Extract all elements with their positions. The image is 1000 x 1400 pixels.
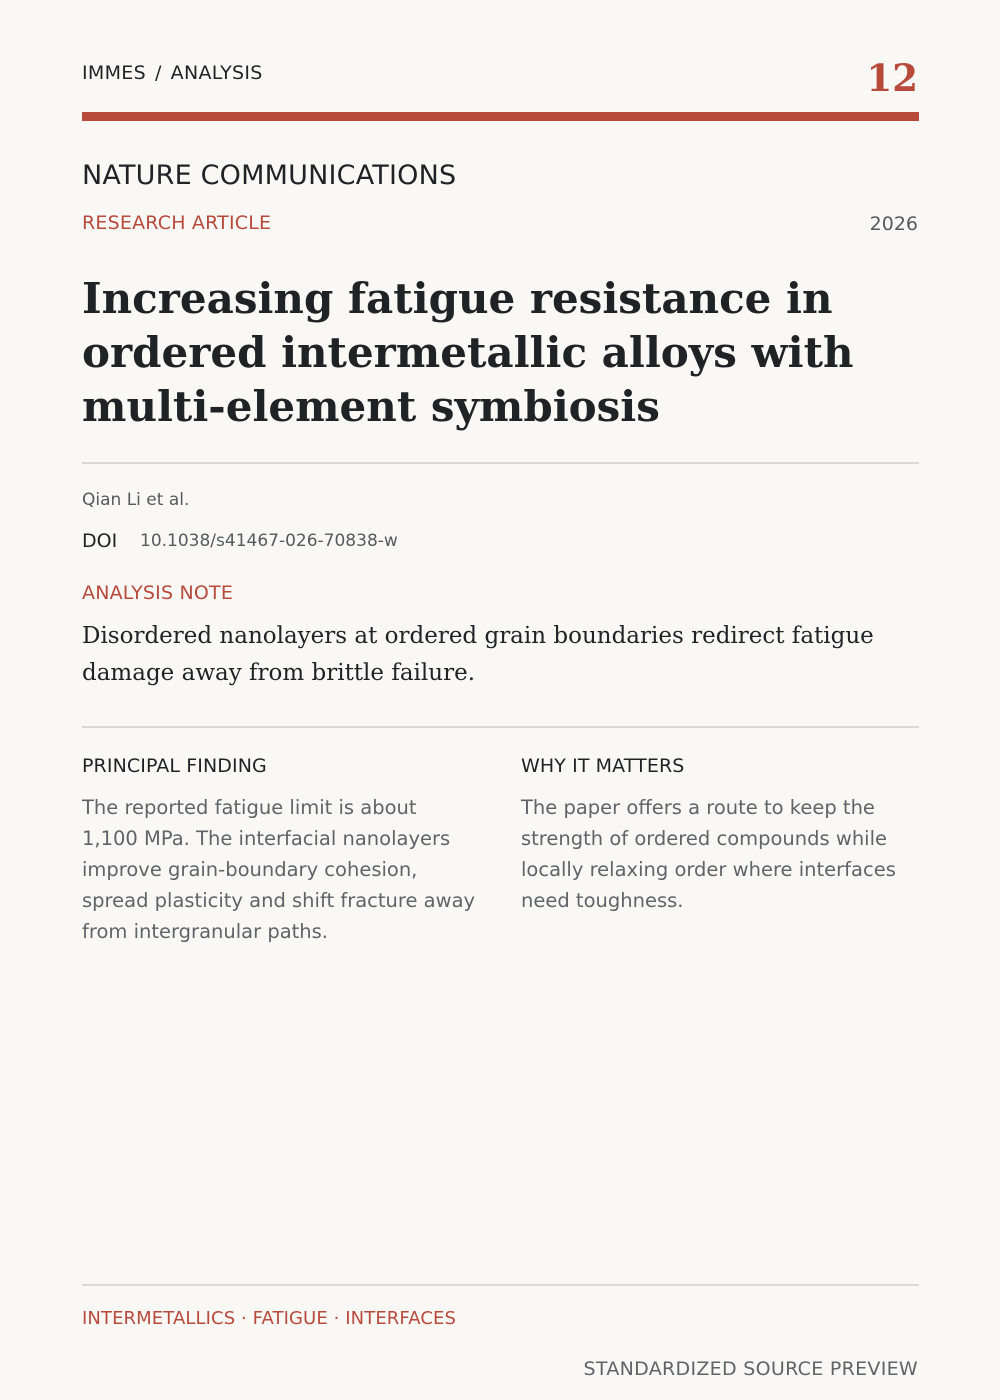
doi-value[interactable]: 10.1038/s41467-026-70838-w	[140, 531, 398, 551]
page-number: 12	[866, 56, 918, 100]
authors: Qian Li et al.	[82, 490, 190, 510]
brand-name: IMMES	[82, 62, 146, 84]
footer-label: STANDARDIZED SOURCE PREVIEW	[583, 1358, 918, 1380]
why-it-matters-heading: WHY IT MATTERS	[521, 755, 685, 777]
principal-finding-heading: PRINCIPAL FINDING	[82, 755, 267, 777]
topic-tags: INTERMETALLICS · FATIGUE · INTERFACES	[82, 1308, 456, 1329]
analysis-note-heading: ANALYSIS NOTE	[82, 582, 234, 604]
principal-finding-text: The reported fatigue limit is about 1,100 MPa. The interfacial nanolayers improve grain-boundary cohesion, spread plasticity and shift fracture away from intergranular paths.	[82, 796, 476, 943]
footer-divider	[82, 1284, 919, 1286]
analysis-note-text: Disordered nanolayers at ordered grain boundaries redirect fatigue damage away from brittle failure.	[82, 623, 874, 686]
publisher-brand	[82, 62, 263, 84]
header-accent-rule	[82, 112, 919, 121]
article-title: Increasing fatigue resistance in ordered intermetallic alloys with multi-element symbiosis	[82, 274, 854, 431]
title-divider	[82, 462, 919, 464]
journal-name: NATURE COMMUNICATIONS	[82, 160, 457, 191]
brand-separator: /	[154, 62, 162, 84]
why-it-matters-text: The paper offers a route to keep the strength of ordered compounds while locally relaxing order where interfaces need toughness.	[521, 796, 896, 912]
section-name: ANALYSIS	[170, 62, 263, 84]
publication-year: 2026	[869, 213, 918, 235]
section-divider	[82, 726, 919, 728]
doi-label: DOI	[82, 530, 118, 552]
article-type: RESEARCH ARTICLE	[82, 212, 272, 234]
